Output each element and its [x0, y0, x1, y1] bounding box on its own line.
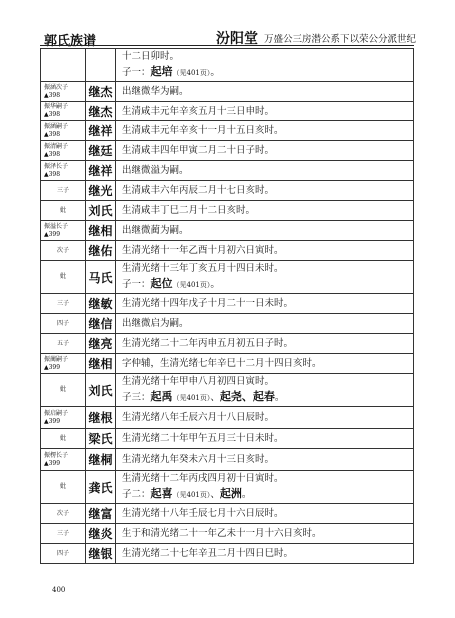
person-name: 继廷 — [86, 141, 116, 161]
relation-label: 妣 — [59, 483, 66, 490]
table-row — [41, 471, 414, 504]
record-text-span: 生清光绪九年癸未六月十三日亥时。 — [122, 454, 275, 465]
relation-cell — [41, 121, 86, 141]
record-line — [122, 64, 413, 81]
person-name: 继杰 — [86, 102, 116, 121]
person-name — [86, 49, 116, 82]
child-name: 起禹 — [150, 390, 173, 403]
record-text — [116, 261, 414, 294]
record-text-span: 生清光绪二十七年辛丑二月十四日巳时。 — [122, 548, 294, 559]
record-text-span: 生清咸丰四年甲寅二月二十日子时。 — [122, 145, 275, 156]
page-note: （见401页） — [172, 394, 211, 402]
record-text-span: 子一： — [122, 279, 151, 290]
person-name: 继相 — [86, 221, 116, 241]
relation-label: 振华嗣子 — [44, 103, 69, 110]
relation-cell — [41, 374, 86, 407]
record-line — [122, 471, 413, 486]
table-row — [41, 504, 414, 524]
record-line — [122, 261, 413, 276]
record-text — [116, 334, 414, 354]
record-line — [122, 243, 413, 258]
record-text-span: 生清光绪二十二年丙申五月初五日子时。 — [122, 338, 294, 349]
record-text — [116, 449, 414, 471]
record-line — [122, 546, 413, 561]
record-text — [116, 161, 414, 181]
record-text-span: 子一： — [122, 67, 151, 78]
person-name: 继相 — [86, 354, 116, 374]
relation-cell — [41, 504, 86, 524]
record-text-span: 生清光绪十八年壬辰七月十六日辰时。 — [122, 508, 284, 519]
table-row — [41, 524, 414, 544]
record-line — [122, 183, 413, 198]
record-text-span: 生清光绪十一年乙酉十月初六日寅时。 — [122, 245, 284, 256]
relation-label: 振泽长子 — [44, 162, 69, 170]
record-text — [116, 504, 414, 524]
record-line — [122, 506, 413, 521]
relation-label: 振涵嗣子 — [44, 122, 69, 130]
record-text-span: 。 — [210, 279, 220, 290]
record-line — [122, 336, 413, 351]
record-line — [122, 526, 413, 541]
relation-cell — [41, 294, 86, 314]
page-reference: ▲398 — [44, 130, 61, 138]
table-row — [41, 261, 414, 294]
record-line — [122, 452, 413, 467]
relation-label: 妣 — [59, 434, 66, 442]
page-reference: ▲399 — [44, 363, 61, 371]
record-text-span: 子三： — [122, 392, 151, 403]
page-reference: ▲398 — [44, 111, 61, 118]
record-text-span: 出继微蔺为嗣。 — [122, 225, 189, 236]
table-row — [41, 314, 414, 334]
table-row — [41, 294, 414, 314]
record-text-span: 生清咸丰元年辛亥十一月十五日亥时。 — [122, 125, 284, 136]
header-right-title: 万盛公三房潜公系下以荣公分派世纪 — [264, 34, 417, 45]
person-name: 继祥 — [86, 121, 116, 141]
record-line — [122, 374, 413, 389]
table-row — [41, 82, 414, 102]
child-name: 起培 — [150, 65, 173, 78]
person-name: 刘氏 — [86, 374, 116, 407]
record-text-span: 生清咸丰元年辛亥五月十三日申时。 — [122, 105, 275, 117]
child-name: 起洲 — [219, 487, 242, 500]
record-text — [116, 429, 414, 449]
person-name: 马氏 — [86, 261, 116, 294]
record-line — [122, 410, 413, 425]
table-row — [41, 221, 414, 241]
relation-label: 振启嗣子 — [44, 409, 69, 417]
relation-label: 三子 — [56, 186, 69, 194]
table-row — [41, 407, 414, 429]
relation-label: 四子 — [56, 319, 69, 327]
page-reference: ▲398 — [44, 170, 61, 178]
page-note: （见401页） — [172, 491, 211, 499]
relation-cell — [41, 141, 86, 161]
relation-label: 四子 — [56, 549, 69, 557]
person-name: 龚氏 — [86, 471, 116, 504]
record-line — [122, 296, 413, 311]
header-left-title: 郭氏族谱 — [44, 34, 97, 49]
record-text-span: 子二： — [122, 489, 151, 500]
record-line — [122, 276, 413, 293]
child-name: 起喜 — [150, 487, 173, 500]
record-text — [116, 181, 414, 201]
record-text — [116, 524, 414, 544]
table-row — [41, 201, 414, 221]
page-header — [0, 0, 455, 50]
table-row — [41, 121, 414, 141]
page-reference: ▲398 — [44, 150, 61, 158]
relation-cell — [41, 407, 86, 429]
record-line — [122, 84, 413, 99]
record-text — [116, 407, 414, 429]
relation-label: 振清嗣子 — [44, 142, 69, 150]
record-text — [116, 82, 414, 102]
header-center-title: 汾阳堂 — [216, 31, 258, 47]
relation-label: 妣 — [59, 273, 66, 280]
relation-label: 振溢长子 — [44, 222, 69, 230]
record-text-span: 生清光绪十四年戊子十月二十一日未时。 — [122, 298, 294, 309]
record-line — [122, 143, 413, 158]
record-text-span: 生清光绪十年甲申八月初四日寅时。 — [122, 376, 275, 387]
record-line — [122, 104, 413, 119]
record-text-span: 生清光绪十二年丙戌四月初十日寅时。 — [122, 473, 284, 484]
child-name: 起位 — [150, 277, 173, 290]
relation-label: 三子 — [56, 299, 69, 307]
relation-cell — [41, 161, 86, 181]
record-line — [122, 486, 413, 503]
record-text — [116, 201, 414, 221]
relation-label: 五子 — [56, 339, 69, 347]
record-text-span: 。 — [241, 489, 252, 500]
record-text — [116, 544, 414, 564]
person-name: 继亮 — [86, 334, 116, 354]
relation-label: 三子 — [56, 529, 69, 537]
person-name: 刘氏 — [86, 201, 116, 221]
record-text — [116, 374, 414, 407]
relation-cell — [41, 49, 86, 82]
record-line — [122, 356, 413, 371]
table-row — [41, 49, 414, 82]
record-text-span: 字仲辅，生清光绪七年辛巳十二月十四日亥时。 — [122, 358, 322, 369]
relation-label: 振涵次子 — [44, 83, 69, 91]
record-text — [116, 314, 414, 334]
page-note: （见401页） — [172, 69, 211, 77]
record-line — [122, 49, 413, 64]
table-row — [41, 374, 414, 407]
page-note: （见401页） — [172, 281, 211, 289]
page-number: 400 — [52, 586, 66, 594]
table-row — [41, 102, 414, 121]
relation-label: 妣 — [59, 206, 66, 214]
person-name: 梁氏 — [86, 429, 116, 449]
genealogy-table — [40, 48, 414, 564]
relation-label: 次子 — [56, 246, 69, 254]
record-text-span: 生清咸丰六年丙辰二月十七日亥时。 — [122, 185, 275, 196]
relation-cell — [41, 82, 86, 102]
person-name: 继敏 — [86, 294, 116, 314]
record-text-span: 生清光绪二十年甲午五月三十日未时。 — [122, 433, 284, 444]
record-text — [116, 241, 414, 261]
page-reference: ▲399 — [44, 417, 61, 425]
relation-cell — [41, 102, 86, 121]
person-name: 继祥 — [86, 161, 116, 181]
record-line — [122, 389, 413, 406]
relation-cell — [41, 201, 86, 221]
relation-cell — [41, 429, 86, 449]
record-text-span: 出继微启为嗣。 — [122, 318, 189, 329]
relation-cell — [41, 261, 86, 294]
record-text — [116, 49, 414, 82]
record-text-span: 、 — [210, 489, 220, 500]
record-text-span: 、 — [210, 392, 220, 403]
relation-label: 振楞长子 — [44, 451, 69, 459]
person-name: 继杰 — [86, 82, 116, 102]
person-name: 继光 — [86, 181, 116, 201]
table-row — [41, 161, 414, 181]
table-row — [41, 429, 414, 449]
person-name: 继桐 — [86, 449, 116, 471]
table-row — [41, 354, 414, 374]
record-line — [122, 163, 413, 178]
relation-cell — [41, 544, 86, 564]
table-row — [41, 334, 414, 354]
person-name: 继银 — [86, 544, 116, 564]
record-text-span: 出继微华为嗣。 — [122, 86, 189, 97]
record-line — [122, 316, 413, 331]
child-name: 起尧、起春 — [219, 390, 275, 403]
page-reference: ▲399 — [44, 230, 61, 238]
record-text — [116, 141, 414, 161]
table-row — [41, 141, 414, 161]
record-line — [122, 203, 413, 218]
record-text — [116, 294, 414, 314]
record-line — [122, 431, 413, 446]
relation-cell — [41, 449, 86, 471]
person-name: 继富 — [86, 504, 116, 524]
table-row — [41, 544, 414, 564]
person-name: 继佑 — [86, 241, 116, 261]
record-text-span: 生清光绪八年壬辰六月十八日辰时。 — [122, 412, 275, 423]
relation-cell — [41, 221, 86, 241]
person-name: 继信 — [86, 314, 116, 334]
page-reference: ▲398 — [44, 91, 61, 99]
record-text-span: 十二日卯时。 — [122, 51, 180, 62]
relation-cell — [41, 354, 86, 374]
record-text-span: 生清光绪十三年丁亥五月十四日未时。 — [122, 263, 284, 274]
record-text-span: 。 — [274, 392, 285, 403]
relation-cell — [41, 524, 86, 544]
header-rule — [40, 45, 414, 46]
record-text — [116, 471, 414, 504]
relation-cell — [41, 471, 86, 504]
record-line — [122, 223, 413, 238]
record-text-span: 生清咸丰丁巳二月十二日亥时。 — [122, 205, 256, 216]
relation-label: 振蔺嗣子 — [44, 355, 69, 363]
page-reference: ▲399 — [44, 459, 61, 467]
record-text — [116, 221, 414, 241]
table-row — [41, 181, 414, 201]
record-text-span: 。 — [210, 67, 220, 78]
record-text-span: 生于和清光绪二十一年乙未十一月十六日亥时。 — [122, 528, 322, 539]
person-name: 继根 — [86, 407, 116, 429]
relation-label: 妣 — [59, 386, 66, 393]
relation-cell — [41, 314, 86, 334]
relation-cell — [41, 334, 86, 354]
record-text — [116, 354, 414, 374]
record-text-span: 出继微溢为嗣。 — [122, 165, 189, 176]
record-text — [116, 102, 414, 121]
person-name: 继炎 — [86, 524, 116, 544]
table-row — [41, 241, 414, 261]
record-line — [122, 123, 413, 138]
relation-cell — [41, 241, 86, 261]
relation-label: 次子 — [56, 509, 69, 517]
table-row — [41, 449, 414, 471]
relation-cell — [41, 181, 86, 201]
record-text — [116, 121, 414, 141]
